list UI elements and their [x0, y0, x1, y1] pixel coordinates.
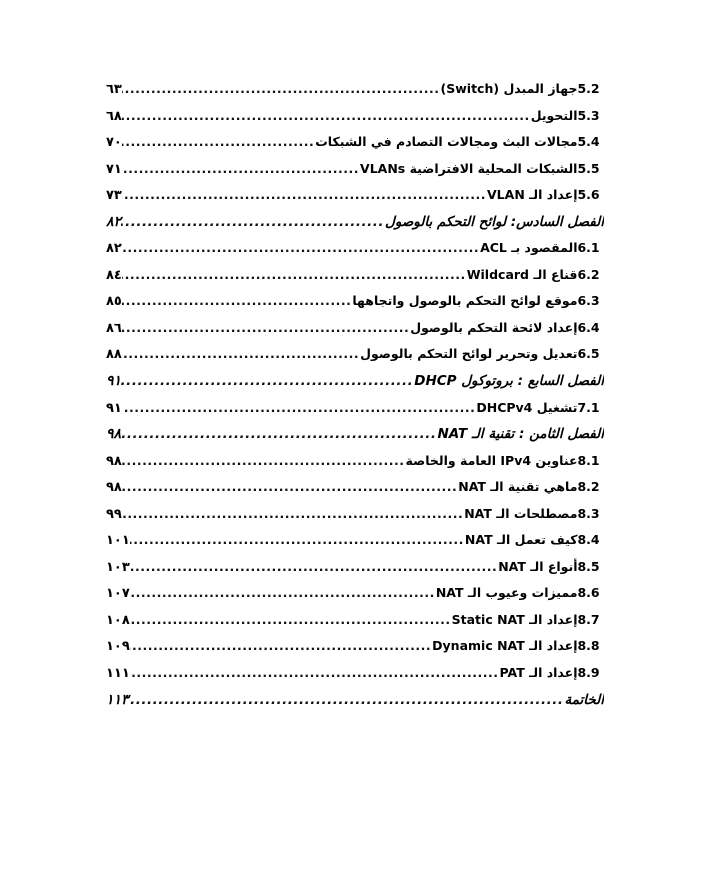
toc-entry-number: 5.2 — [577, 81, 600, 96]
toc-entry-number: 6.1 — [577, 240, 600, 256]
toc-entry-title — [352, 288, 604, 315]
toc-entry-text: مصطلحات الـ NAT — [464, 505, 578, 521]
toc-entry-text: موقع لوائح التحكم بالوصول واتجاهها — [352, 293, 578, 309]
toc-entry-number: 5.6 — [577, 187, 600, 203]
toc-section-entry — [106, 262, 604, 289]
toc-entry-title — [531, 103, 604, 130]
toc-entry-text: أنواع الـ NAT — [498, 558, 578, 574]
toc-entry-title — [452, 607, 604, 634]
toc-section-entry — [106, 501, 604, 528]
toc-chapter-entry — [106, 687, 604, 714]
dot-leader — [122, 315, 410, 342]
toc-section-entry — [106, 235, 604, 262]
toc-entry-title — [414, 368, 604, 395]
toc-entry-text: ماهي تقنية الـ NAT — [458, 479, 578, 495]
dot-leader — [130, 580, 436, 607]
toc-entry-title — [406, 448, 604, 475]
toc-entry-title — [432, 633, 604, 660]
toc-entry-title — [410, 315, 604, 342]
dot-leader — [122, 501, 464, 528]
toc-entry-number: 8.2 — [577, 479, 600, 495]
toc-entry-text: الشبكات المحلية الافتراضية VLANs — [360, 160, 578, 176]
toc-section-entry — [106, 448, 604, 475]
toc-entry-text: الفصل السادس: لوائح التحكم بالوصول — [385, 213, 604, 230]
toc-entry-text: إعداد الـ VLAN — [487, 187, 578, 203]
table-of-contents — [106, 76, 604, 713]
toc-entry-title — [437, 421, 604, 448]
dot-leader — [130, 554, 498, 581]
toc-page-number: ٩٩ — [106, 506, 122, 522]
toc-page-number: ٧٣ — [106, 188, 122, 204]
toc-entry-number: 8.1 — [577, 452, 600, 468]
toc-entry-number: 8.6 — [577, 585, 600, 601]
toc-entry-text: مجالات البث ومجالات التصادم في الشبكات — [315, 134, 578, 150]
toc-page-number: ٦٣ — [106, 82, 122, 97]
toc-section-entry — [106, 474, 604, 501]
dot-leader — [130, 660, 500, 687]
toc-section-entry — [106, 288, 604, 315]
toc-entry-number: 8.5 — [577, 558, 600, 574]
toc-entry-title — [565, 687, 605, 714]
toc-entry-title — [500, 660, 604, 687]
toc-page-number: ٩١ — [106, 373, 122, 390]
toc-entry-text: الخاتمة — [564, 691, 604, 708]
dot-leader — [130, 527, 465, 554]
toc-page-number: ٨٢ — [106, 213, 122, 230]
toc-page-number: ٩٨ — [106, 453, 122, 469]
toc-entry-number: 8.7 — [577, 611, 600, 627]
toc-page-number: ١١٣ — [106, 691, 129, 708]
toc-entry-text: عناوين IPv4 العامة والخاصة — [405, 452, 578, 468]
toc-entry-title — [360, 341, 604, 368]
toc-entry-title — [464, 501, 604, 528]
dot-leader — [129, 687, 565, 714]
toc-entry-title — [498, 554, 604, 581]
toc-entry-title — [467, 262, 604, 289]
toc-entry-number: 8.9 — [577, 665, 600, 681]
toc-section-entry — [106, 341, 604, 368]
toc-entry-text: قناع الـ Wildcard — [466, 266, 578, 282]
dot-leader — [122, 103, 531, 130]
toc-entry-number: 6.4 — [577, 319, 600, 335]
toc-section-entry — [106, 156, 604, 183]
toc-entry-text: مميزات وعيوب الـ NAT — [435, 585, 578, 601]
toc-section-entry — [106, 129, 604, 156]
toc-section-entry — [106, 182, 604, 209]
dot-leader — [122, 288, 352, 315]
toc-entry-text: تعديل وتحرير لوائح التحكم بالوصول — [360, 346, 578, 362]
toc-entry-number: 8.4 — [577, 532, 600, 548]
toc-page-number: ١٠١ — [106, 533, 130, 549]
toc-entry-title — [360, 156, 604, 183]
toc-entry-title — [436, 580, 604, 607]
toc-entry-number: 6.5 — [577, 346, 600, 362]
toc-chapter-entry — [106, 209, 604, 236]
toc-section-entry — [106, 580, 604, 607]
toc-entry-title — [315, 129, 604, 156]
dot-leader — [121, 368, 414, 395]
toc-page-number: ٩١ — [106, 400, 122, 416]
toc-chapter-entry — [106, 368, 604, 395]
toc-entry-text: كيف تعمل الـ NAT — [464, 532, 578, 548]
toc-section-entry — [106, 103, 604, 130]
toc-section-entry — [106, 660, 604, 687]
toc-page-number: ٨٥ — [106, 294, 122, 310]
toc-entry-number: 5.4 — [577, 134, 600, 150]
toc-page-number: ٦٨ — [106, 108, 122, 124]
dot-leader — [122, 341, 360, 368]
toc-section-entry — [106, 395, 604, 422]
toc-page-number: ١٠٩ — [106, 639, 130, 655]
dot-leader — [122, 76, 441, 103]
dot-leader — [122, 129, 315, 156]
toc-entry-text: الفصل السابع : بروتوكول DHCP — [414, 373, 604, 390]
toc-page-number: ١٠٧ — [106, 586, 130, 602]
toc-entry-number: 6.2 — [577, 266, 600, 282]
toc-section-entry — [106, 554, 604, 581]
toc-entry-number: 5.5 — [577, 160, 600, 176]
toc-section-entry — [106, 633, 604, 660]
toc-page-number: ١٠٣ — [106, 559, 130, 575]
toc-entry-number: 6.3 — [577, 293, 600, 309]
toc-section-entry — [106, 315, 604, 342]
toc-page-number: ٧١ — [106, 161, 122, 177]
toc-entry-text: المقصود بـ ACL — [480, 240, 578, 256]
toc-entry-title — [465, 527, 604, 554]
toc-entry-number: 7.1 — [577, 399, 600, 415]
dot-leader — [130, 607, 452, 634]
dot-leader — [122, 262, 467, 289]
toc-page-number: ٨٢ — [106, 241, 122, 257]
toc-page-number: ٨٦ — [106, 320, 122, 336]
toc-entry-title — [487, 182, 604, 209]
toc-page-number: ١١١ — [106, 666, 130, 682]
toc-entry-text: إعداد الـ PAT — [499, 665, 578, 681]
dot-leader — [122, 395, 476, 422]
toc-entry-text: تشغيل DHCPv4 — [476, 399, 578, 415]
dot-leader — [121, 421, 437, 448]
dot-leader — [122, 474, 458, 501]
dot-leader — [122, 182, 487, 209]
toc-entry-text: إعداد الـ Dynamic NAT — [432, 638, 578, 654]
dot-leader — [122, 448, 406, 475]
toc-entry-text: الفصل الثامن : تقنية الـ NAT — [437, 426, 604, 443]
toc-entry-number: 5.3 — [577, 107, 600, 123]
toc-page-number: ٩٨ — [106, 426, 122, 443]
toc-page-number: ٧٠ — [106, 135, 122, 151]
toc-entry-text: جهاز المبدل (Switch) — [440, 81, 578, 96]
toc-entry-title — [476, 395, 604, 422]
toc-section-entry — [106, 76, 604, 103]
toc-entry-title — [441, 76, 604, 103]
toc-entry-title — [458, 474, 604, 501]
dot-leader — [121, 209, 385, 236]
toc-page-number: ٨٤ — [106, 267, 122, 283]
toc-entry-number: 8.3 — [577, 505, 600, 521]
dot-leader — [122, 235, 480, 262]
toc-entry-number: 8.8 — [577, 638, 600, 654]
dot-leader — [122, 156, 360, 183]
toc-entry-text: إعداد الـ Static NAT — [451, 611, 578, 627]
toc-page-number: ٨٨ — [106, 347, 122, 363]
toc-entry-text: إعداد لائحة التحكم بالوصول — [410, 319, 578, 335]
toc-entry-text: التحويل — [530, 107, 578, 123]
toc-chapter-entry — [106, 421, 604, 448]
toc-page-number: ٩٨ — [106, 480, 122, 496]
toc-section-entry — [106, 607, 604, 634]
toc-entry-title — [385, 209, 604, 236]
toc-entry-title — [480, 235, 604, 262]
toc-page-number: ١٠٨ — [106, 612, 130, 628]
dot-leader — [130, 633, 432, 660]
toc-section-entry — [106, 527, 604, 554]
